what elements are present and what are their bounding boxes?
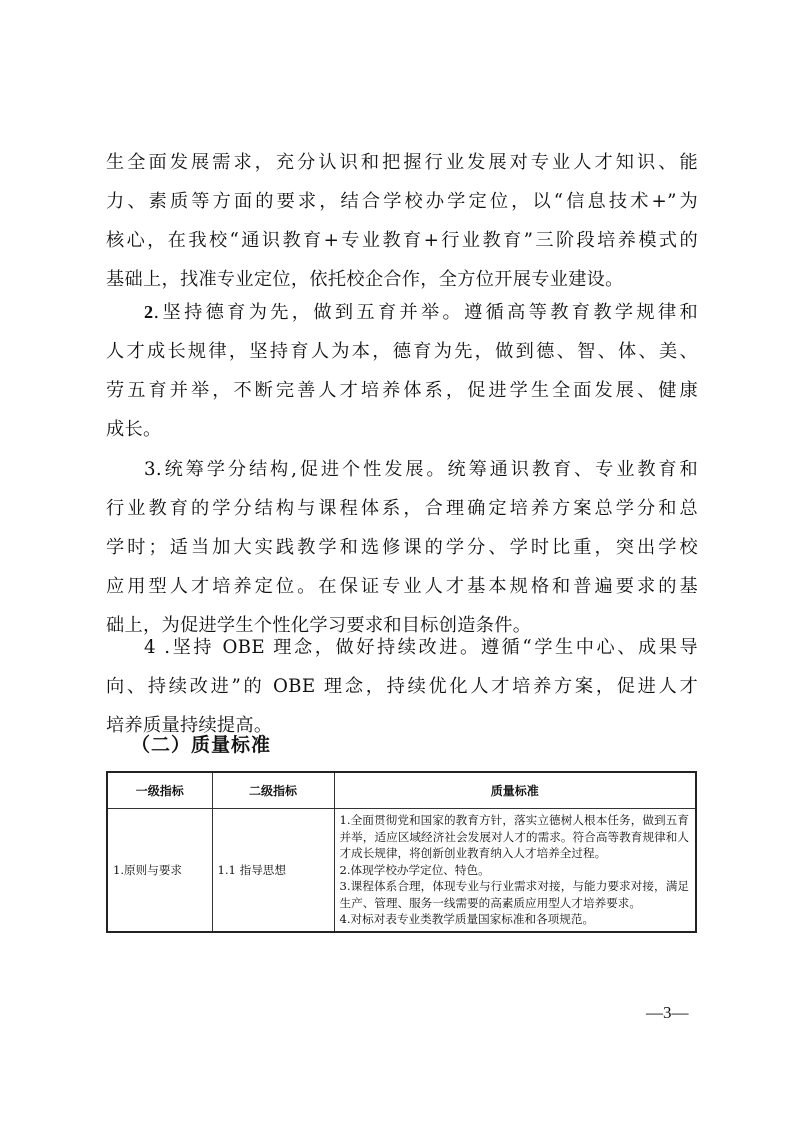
standard-item: 2.体现学校办学定位、特色。 [339,862,490,877]
text-line [106,628,698,667]
text-line: 人才成长规律，坚持育人为本，德育为先，做到德、智、体、美、 [106,341,698,362]
text-line: 基础上，找准专业定位，依托校企合作，全方位开展专业建设。 [106,269,624,290]
standard-item: 1.全面贯彻党和国家的教育方针，落实立德树人根本任务，做到五育并举，适应区域经济社会发展对人才的需求。符合高等教育规律和人才成长规律，将创新创业教育纳入人才培养全过程。 [339,813,689,860]
section-heading: （二）质量标准 [131,734,272,756]
standard-item: 4.对标对表专业类教学质量国家标准和各项规范。 [339,912,595,926]
quality-standards-table [106,771,697,933]
principle-4 [106,628,698,745]
principle-3 [106,450,698,645]
text-line: 核心，在我校“通识教育+专业教育+行业教育”三阶段培养模式的 [106,230,698,251]
text-line: 成长。 [106,419,162,440]
principle-title-line: .坚持德育为先，做到五育并举。遵循高等教育教学规律和 [153,302,698,323]
principle-title-line: .坚持 OBE 理念，做好持续改进。遵循“学生中心、成果导 [155,637,698,658]
cell-level2: 1.1 指导思想 [212,809,334,932]
paragraph-continuation [106,143,698,299]
text-line: 劳五育并举，不断完善人才培养体系，促进学生全面发展、健康 [106,380,698,401]
text-line: 向、持续改进”的 OBE 理念，持续优化人才培养方案，促进人才 [106,676,698,697]
table-header-row [107,772,696,809]
text-line [106,293,698,332]
standard-item: 3.课程体系合理，体现专业与行业需求对接，与能力要求对接，满足生产、管理、服务一线需要的高素质应用型人才培养要求。 [339,879,689,910]
page-number: —3— [646,1003,689,1022]
text-line [106,450,698,489]
header-standard: 质量标准 [334,772,696,809]
cell-level1: 1.原则与要求 [107,809,212,932]
text-line: 力、素质等方面的要求，结合学校办学定位，以“信息技术+”为 [106,191,698,212]
text-line: 础上，为促进学生个性化学习要求和目标创造条件。 [106,615,532,636]
text-line: 生全面发展需求，充分认识和把握行业发展对专业人才知识、能 [106,152,698,173]
header-level2: 二级指标 [212,772,334,809]
principle-title-line: .统筹学分结构,促进个性发展。统筹通识教育、专业教育和 [155,459,698,480]
text-line: 学时；适当加大实践教学和选修课的学分、学时比重，突出学校 [106,537,698,558]
principle-number: 3 [144,459,156,480]
principle-number: 2 [144,302,154,322]
text-line: 应用型人才培养定位。在保证专业人才基本规格和普遍要求的基 [106,576,698,597]
principle-number: 4 [144,637,156,658]
cell-standards [334,809,696,932]
header-level1: 一级指标 [107,772,212,809]
text-line: 行业教育的学分结构与课程体系，合理确定培养方案总学分和总 [106,498,698,519]
table-row [107,809,696,932]
principle-2 [106,293,698,449]
text-line: 培养质量持续提高。 [106,715,273,736]
